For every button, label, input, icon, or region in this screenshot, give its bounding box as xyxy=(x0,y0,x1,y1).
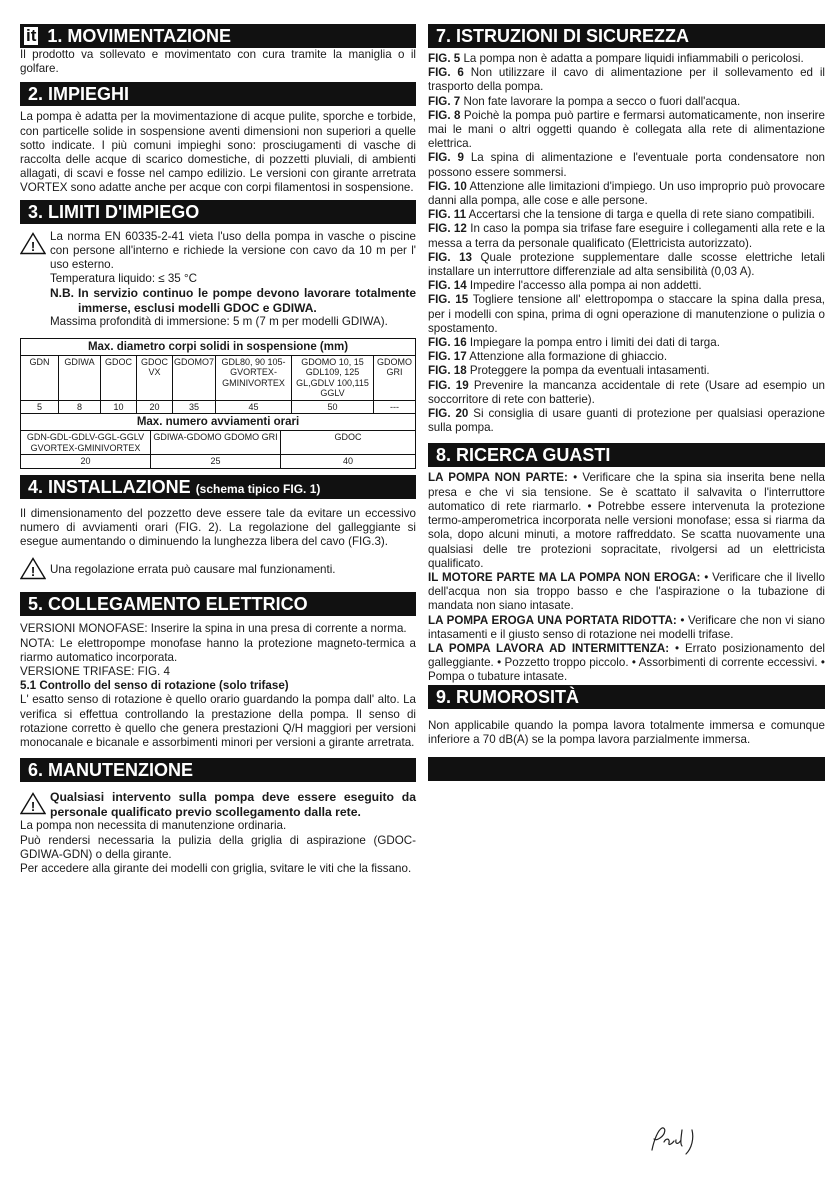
svg-text:!: ! xyxy=(30,799,36,815)
solids-value-cell: 45 xyxy=(216,400,292,414)
section-9-heading xyxy=(428,685,825,709)
section-8-heading xyxy=(428,443,825,467)
solids-value-cell: 35 xyxy=(173,400,216,414)
solids-header-cell: GDOMO GRI xyxy=(374,355,416,400)
starts-header-cell: GDN-GDL-GDLV-GGL-GGLV GVORTEX-GMINIVORTEX xyxy=(21,431,151,455)
solids-diameter-table xyxy=(20,338,416,415)
solids-value-cell: 5 xyxy=(21,400,59,414)
troubleshoot-text: • Verificare che la spina sia inserita bene nella presa e che vi sia tensione. Se è scattato il salvavita o l'interruttore automatico di rete riarmarlo. • Potrebbe essere intervenuta la protezione termo-amperometrica incorporata nelle versioni monofase; essa si riarma da sola, dopo alcuni minuti, a motore raffreddato. Se scatta nuovamente una qualsiasi delle tre protezioni sopracitate, rivolgersi ad un elettricista qualificato. xyxy=(428,471,825,570)
language-flag: it xyxy=(22,25,40,47)
solids-value-cell: 20 xyxy=(137,400,173,414)
safety-item xyxy=(428,279,825,293)
fig-label: FIG. 16 xyxy=(428,336,467,350)
fig-label: FIG. 9 xyxy=(428,151,464,165)
section-8-title: 8. RICERCA GUASTI xyxy=(436,445,611,466)
solids-header-cell: GDOMO7 xyxy=(173,355,216,400)
troubleshoot-item xyxy=(428,614,825,642)
section-4-heading xyxy=(20,475,416,499)
svg-text:!: ! xyxy=(30,564,36,580)
solids-header-cell: GDOC xyxy=(101,355,137,400)
troubleshoot-label: LA POMPA LAVORA AD INTERMITTENZA: xyxy=(428,641,670,655)
section-4-text: Il dimensionamento del pozzetto deve essere tale da evitare un eccessivo numero di avviamenti orari (FIG. 2). La regolazione del galleggiante si esegue aumentando o diminuendo la lunghezza libera del cavo (FIG.3). xyxy=(20,506,416,549)
safety-item xyxy=(428,95,825,109)
section-7-title: 7. ISTRUZIONI DI SICUREZZA xyxy=(436,26,690,46)
troubleshoot-label: LA POMPA EROGA UNA PORTATA RIDOTTA: xyxy=(428,613,677,627)
safety-item xyxy=(428,336,825,350)
fig-label: FIG. 17 xyxy=(428,350,467,364)
warning-icon xyxy=(20,790,50,819)
solids-header-cell: GDIWA xyxy=(59,355,101,400)
section-3-heading xyxy=(20,200,416,224)
section-5-title: 5. COLLEGAMENTO ELETTRICO xyxy=(28,594,308,615)
fig-text: Proteggere la pompa da eventuali intasamenti. xyxy=(466,364,710,378)
signature-image xyxy=(648,1120,768,1158)
solids-header-cell: GDOC VX xyxy=(137,355,173,400)
section-3-title: 3. LIMITI D'IMPIEGO xyxy=(28,201,200,222)
solids-value-cell: 10 xyxy=(101,400,137,414)
section-6-warning xyxy=(20,790,416,819)
safety-figure-list xyxy=(428,52,825,435)
fig-text: Non fate lavorare la pompa a secco o fuori dall'acqua. xyxy=(460,94,741,108)
troubleshoot-item xyxy=(428,571,825,614)
fig-label: FIG. 13 xyxy=(428,250,472,264)
note-text: In servizio continuo le pompe devono lavorare totalmente immerse, esclusi modelli GDOC e GDIWA. xyxy=(78,286,416,315)
safety-item xyxy=(428,109,825,152)
fig-label: FIG. 11 xyxy=(428,208,467,222)
fig-label: FIG. 10 xyxy=(428,179,467,193)
solids-value-cell: --- xyxy=(374,400,416,414)
section-2-text: La pompa è adatta per la movimentazione di acque pulite, sporche e torbide, con particelle solide in sospensione aventi dimensioni non superiori a quelle sotto indicate. I più comuni impieghi sono: prosciugamenti di vasche di raccolta delle acque di scarico domestiche, di pozzetti pluviali, di ambienti allagati, di scavi e fosse nel campo edilizio. Le versioni con girante arretrata VORTEX sono adatte anche per acque con corpi filamentosi in sospensione. xyxy=(20,110,416,195)
section-5-single-phase: VERSIONI MONOFASE: Inserire la spina in una presa di corrente a norma. xyxy=(20,622,407,636)
section-3-warning xyxy=(20,230,416,330)
section-6-text-3: Per accedere alla girante dei modelli con griglia, svitare le viti che la fissano. xyxy=(20,862,412,876)
fig-text: La spina di alimentazione e l'eventuale porta condensatore non possono essere sommersi. xyxy=(428,151,825,179)
starts-value-cell: 40 xyxy=(281,455,416,469)
troubleshoot-text: • Verificare che non vi siano intasamenti e il giusto senso di rotazione nei modelli trifase. xyxy=(428,613,825,641)
troubleshoot-text: • Verificare che il livello dell'acqua non sia troppo basso e che l'aspirazione o la tubazione di mandata non siano intasate. xyxy=(428,570,825,613)
section-6-text-2: Può rendersi necessaria la pulizia della griglia di aspirazione (GDOC-GDIWA-GDN) o della girante. xyxy=(20,833,416,861)
section-5-1-title: 5.1 Controllo del senso di rotazione (solo trifase) xyxy=(20,679,289,693)
right-column xyxy=(428,24,825,781)
section-1-text: Il prodotto va sollevato e movimentato con cura tramite la maniglia o il golfare. xyxy=(20,48,416,76)
fig-text: Accertarsi che la tensione di targa e quella di rete siano compatibili. xyxy=(466,208,815,222)
section-4-warning xyxy=(20,555,416,584)
fig-text: Quale protezione supplementare dalle scosse elettriche letali installare un interruttore differenziale ad alta sensibilità (0,03 A). xyxy=(428,250,825,279)
starts-value-cell: 25 xyxy=(151,455,281,469)
fig-label: FIG. 15 xyxy=(428,293,469,307)
section-3-warning-text: La norma EN 60335-2-41 vieta l'uso della pompa in vasche o piscine con persone all'interno e richiede la versione con cavo da 10 m per l' uso esterno. xyxy=(50,229,416,272)
fig-label: FIG. 20 xyxy=(428,407,469,421)
solids-header-cell: GDN xyxy=(21,355,59,400)
solids-table-title: Max. diametro corpi solidi in sospensione (mm) xyxy=(21,338,416,355)
safety-item xyxy=(428,251,825,279)
fig-text: Non utilizzare il cavo di alimentazione per il sollevamento ed il trasporto della pompa. xyxy=(428,66,825,94)
fig-text: Impiegare la pompa entro i limiti dei dati di targa. xyxy=(466,336,720,350)
starts-per-hour-table xyxy=(20,414,416,469)
section-5-heading xyxy=(20,592,416,616)
section-5-note: NOTA: Le elettropompe monofase hanno la protezione magneto-termica a riarmo automatico incorporata. xyxy=(20,636,416,664)
section-6-title: 6. MANUTENZIONE xyxy=(28,760,194,781)
section-2-title: 2. IMPIEGHI xyxy=(28,84,130,105)
starts-header-cell: GDOC xyxy=(281,431,416,455)
section-6-text-1: La pompa non necessita di manutenzione ordinaria. xyxy=(20,819,287,833)
fig-label: FIG. 8 xyxy=(428,108,461,122)
safety-item xyxy=(428,293,825,336)
fig-text: Si consiglia di usare guanti di protezione per qualsiasi operazione sulla pompa. xyxy=(428,407,825,435)
solids-value-cell: 50 xyxy=(292,400,374,414)
troubleshoot-item xyxy=(428,471,825,570)
section-5-three-phase: VERSIONE TRIFASE: FIG. 4 xyxy=(20,665,170,679)
fig-text: Attenzione alle limitazioni d'impiego. Un uso improprio può provocare danni alla pompa, alle cose e alle persone. xyxy=(428,179,825,208)
safety-item xyxy=(428,379,825,407)
fig-label: FIG. 14 xyxy=(428,279,467,293)
fig-text: Togliere tensione all' elettropompa o staccare la spina dalla presa, per i modelli con spina, prima di ogni operazione di manutenzione o pulizia o spostamento. xyxy=(428,293,825,335)
section-4-title: 4. INSTALLAZIONE xyxy=(28,476,191,497)
safety-item xyxy=(428,350,825,364)
troubleshooting-list xyxy=(428,471,825,684)
starts-value-cell: 20 xyxy=(21,455,151,469)
troubleshoot-text: • Errato posizionamento del galleggiante. • Pozzetto troppo piccolo. • Assorbimenti di corrente eccessivi. • Pompa o tubature intasate. xyxy=(428,641,825,684)
fig-label: FIG. 12 xyxy=(428,222,467,236)
section-6-heading xyxy=(20,758,416,782)
warning-icon xyxy=(20,555,50,584)
section-5-1-text: L' esatto senso di rotazione è quello orario guardando la pompa dall' alto. La verifica si effettua controllando la prestazione della pompa. Il senso di rotazione corretto è quello che genera prestazioni Q/H maggiori per versioni monocanale e bicanale e assorbimenti minori per versioni a girante arretrata. xyxy=(20,693,416,750)
section-6-warning-text: Qualsiasi intervento sulla pompa deve essere eseguito da personale qualificato previo scollegamento dalla rete. xyxy=(50,790,416,819)
section-3-depth: Massima profondità di immersione: 5 m (7 m per modelli GDIWA). xyxy=(50,315,388,329)
safety-item xyxy=(428,151,825,179)
troubleshoot-item xyxy=(428,642,825,685)
section-4-warning-text: Una regolazione errata può causare mal funzionamenti. xyxy=(50,563,336,577)
fig-label: FIG. 19 xyxy=(428,378,469,392)
starts-header-cell: GDIWA-GDOMO GDOMO GRI xyxy=(151,431,281,455)
safety-item xyxy=(428,52,825,66)
section-9-title: 9. RUMOROSITÀ xyxy=(436,686,580,707)
safety-item xyxy=(428,66,825,94)
safety-item xyxy=(428,364,825,378)
section-4-subtitle: (schema tipico FIG. 1) xyxy=(195,481,321,496)
fig-text: Impedire l'accesso alla pompa ai non addetti. xyxy=(466,279,702,293)
section-3-temperature: Temperatura liquido: ≤ 35 °C xyxy=(50,272,197,286)
safety-item xyxy=(428,208,825,222)
fig-label: FIG. 7 xyxy=(428,94,461,108)
solids-value-cell: 8 xyxy=(59,400,101,414)
section-9-text: Non applicabile quando la pompa lavora totalmente immersa e comunque inferiore a 70 dB(A) se la pompa lavora parzialmente immersa. xyxy=(428,718,825,746)
section-7-heading xyxy=(428,24,825,48)
section-2-heading xyxy=(20,82,416,106)
starts-table-title: Max. numero avviamenti orari xyxy=(21,414,416,431)
section-1-heading xyxy=(20,24,416,48)
section-3-note xyxy=(50,286,416,315)
section-1-title: 1. MOVIMENTAZIONE xyxy=(47,26,232,46)
fig-label: FIG. 18 xyxy=(428,364,467,378)
fig-text: Attenzione alla formazione di ghiaccio. xyxy=(466,350,668,364)
safety-item xyxy=(428,407,825,435)
troubleshoot-label: LA POMPA NON PARTE: xyxy=(428,471,568,485)
svg-text:!: ! xyxy=(30,238,36,254)
solids-header-cell: GDL80, 90 105- GVORTEX- GMINIVORTEX xyxy=(216,355,292,400)
fig-text: Poichè la pompa può partire e fermarsi automaticamente, non inserire mai le mani o altri oggetti quando è collegata alla rete di alimentazione elettrica. xyxy=(428,108,825,151)
troubleshoot-label: IL MOTORE PARTE MA LA POMPA NON EROGA: xyxy=(428,570,701,584)
warning-icon xyxy=(20,230,50,259)
note-label: N.B. xyxy=(50,286,74,301)
fig-text: Prevenire la mancanza accidentale di rete (Usare ad esempio un soccorritore di rete con batterie). xyxy=(428,378,825,406)
fig-text: La pompa non è adatta a pompare liquidi infiammabili o pericolosi. xyxy=(460,52,804,65)
fig-label: FIG. 5 xyxy=(428,52,461,65)
safety-item xyxy=(428,180,825,208)
left-column xyxy=(20,24,416,876)
fig-label: FIG. 6 xyxy=(428,66,464,80)
safety-item xyxy=(428,222,825,250)
fig-text: In caso la pompa sia trifase fare eseguire i collegamenti alla rete e la messa a terra da personale qualificato (Elettricista autorizzato). xyxy=(428,222,825,250)
blank-black-bar xyxy=(428,757,825,781)
solids-header-cell: GDOMO 10, 15 GDL109, 125 GL,GDLV 100,115 GGLV xyxy=(292,355,374,400)
